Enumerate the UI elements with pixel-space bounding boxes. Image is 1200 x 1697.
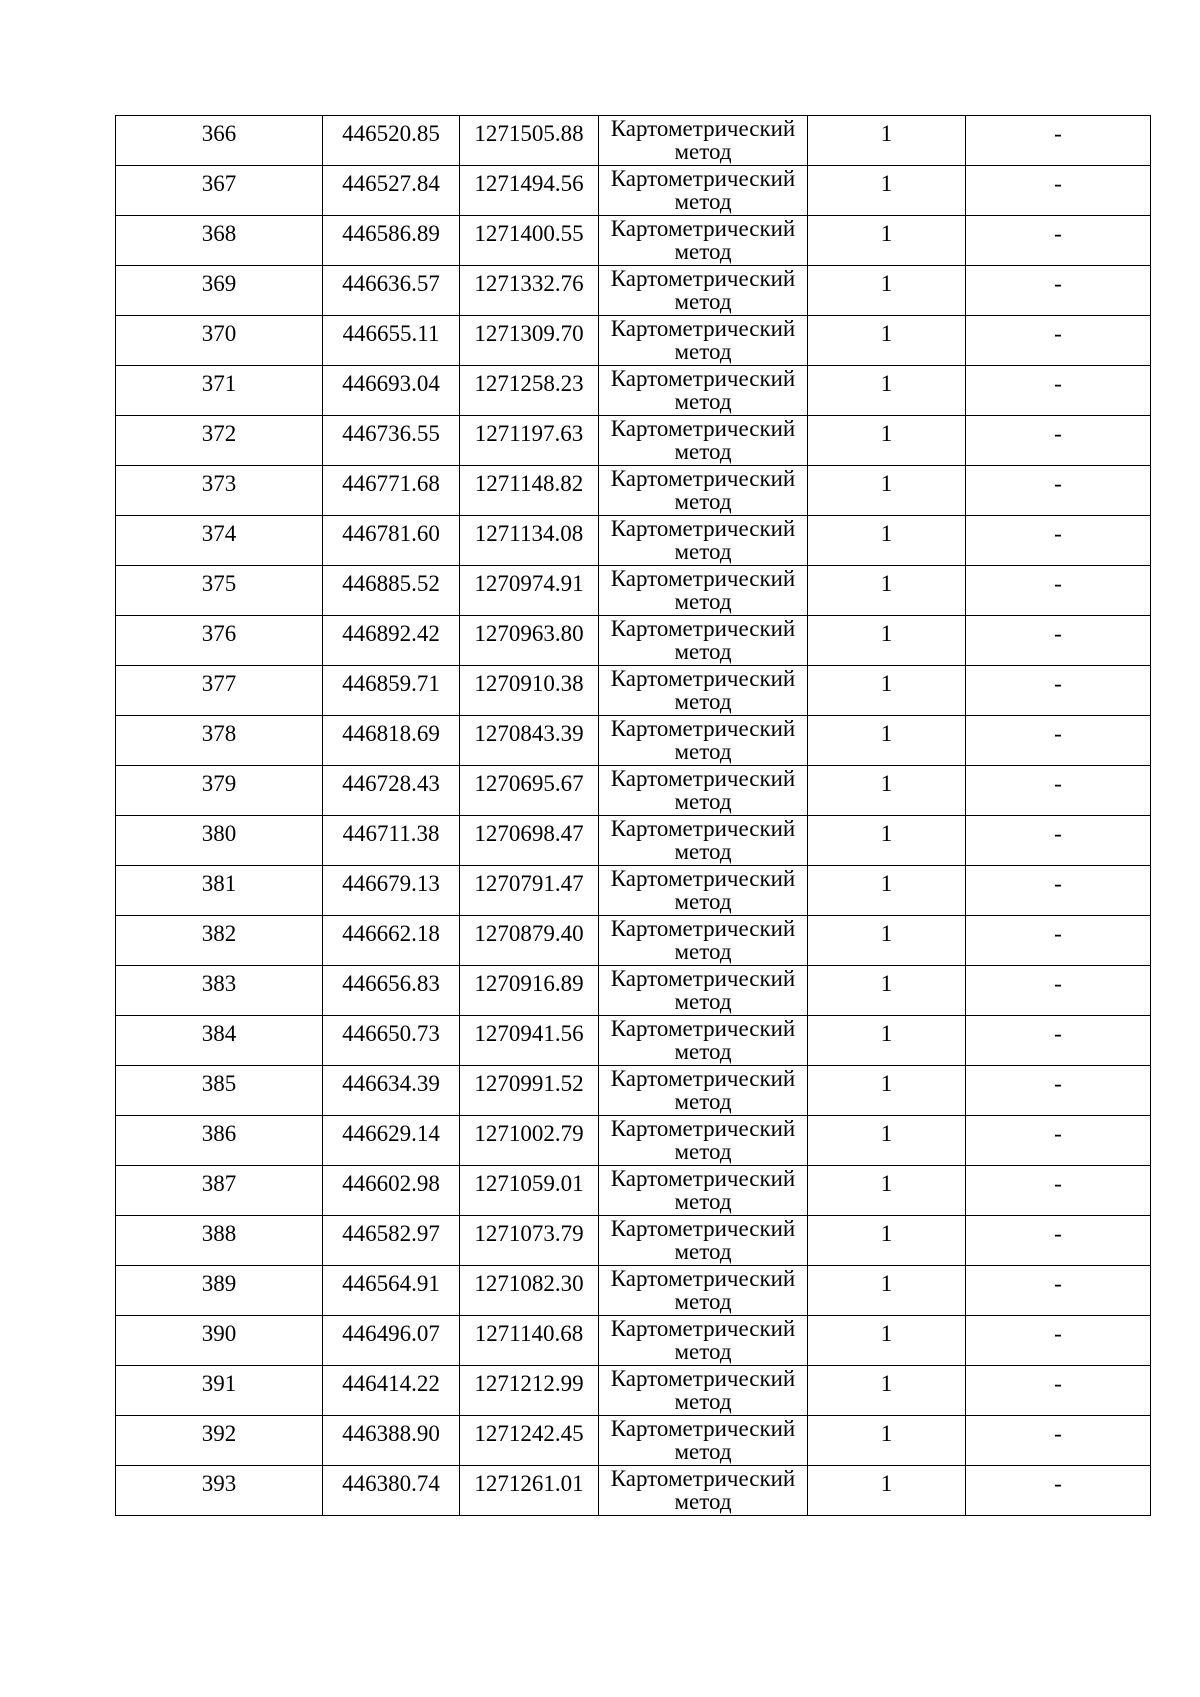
y-coordinate-cell: 1271073.79 [460, 1216, 599, 1266]
description-cell: - [966, 416, 1151, 466]
description-cell: - [966, 866, 1151, 916]
point-number-cell: 383 [116, 966, 323, 1016]
table-row [116, 766, 1151, 816]
y-coordinate-cell: 1271309.70 [460, 316, 599, 366]
table-row [116, 266, 1151, 316]
y-coordinate-cell: 1271332.76 [460, 266, 599, 316]
y-coordinate-cell: 1271134.08 [460, 516, 599, 566]
method-cell [599, 166, 808, 216]
point-number-cell: 373 [116, 466, 323, 516]
y-coordinate-cell: 1271140.68 [460, 1316, 599, 1366]
point-number-cell: 382 [116, 916, 323, 966]
accuracy-cell: 1 [808, 666, 966, 716]
method-text: Картометрический метод [610, 916, 796, 964]
y-coordinate-cell: 1270791.47 [460, 866, 599, 916]
x-coordinate-cell: 446662.18 [323, 916, 460, 966]
table-row [116, 1066, 1151, 1116]
method-text: Картометрический метод [610, 716, 796, 764]
method-cell [599, 1466, 808, 1516]
method-text: Картометрический метод [610, 366, 796, 414]
y-coordinate-cell: 1270963.80 [460, 616, 599, 666]
method-text: Картометрический метод [610, 166, 796, 214]
x-coordinate-cell: 446711.38 [323, 816, 460, 866]
x-coordinate-cell: 446655.11 [323, 316, 460, 366]
description-cell: - [966, 1466, 1151, 1516]
x-coordinate-cell: 446527.84 [323, 166, 460, 216]
point-number-cell: 381 [116, 866, 323, 916]
y-coordinate-cell: 1271505.88 [460, 116, 599, 166]
method-cell [599, 516, 808, 566]
method-cell [599, 316, 808, 366]
x-coordinate-cell: 446636.57 [323, 266, 460, 316]
point-number-cell: 372 [116, 416, 323, 466]
table-row [116, 516, 1151, 566]
accuracy-cell: 1 [808, 116, 966, 166]
description-cell: - [966, 516, 1151, 566]
point-number-cell: 391 [116, 1366, 323, 1416]
table-row [116, 1416, 1151, 1466]
description-cell: - [966, 816, 1151, 866]
description-cell: - [966, 1216, 1151, 1266]
table-row [116, 566, 1151, 616]
method-cell [599, 816, 808, 866]
method-cell [599, 966, 808, 1016]
y-coordinate-cell: 1270843.39 [460, 716, 599, 766]
x-coordinate-cell: 446859.71 [323, 666, 460, 716]
description-cell: - [966, 1316, 1151, 1366]
table-row [116, 916, 1151, 966]
x-coordinate-cell: 446602.98 [323, 1166, 460, 1216]
method-cell [599, 666, 808, 716]
method-cell [599, 1366, 808, 1416]
x-coordinate-cell: 446781.60 [323, 516, 460, 566]
table-row [116, 166, 1151, 216]
method-cell [599, 616, 808, 666]
y-coordinate-cell: 1270991.52 [460, 1066, 599, 1116]
table-row [116, 216, 1151, 266]
table-row [116, 666, 1151, 716]
method-text: Картометрический метод [610, 816, 796, 864]
method-cell [599, 1216, 808, 1266]
x-coordinate-cell: 446582.97 [323, 1216, 460, 1266]
point-number-cell: 368 [116, 216, 323, 266]
method-cell [599, 416, 808, 466]
point-number-cell: 388 [116, 1216, 323, 1266]
description-cell: - [966, 166, 1151, 216]
x-coordinate-cell: 446388.90 [323, 1416, 460, 1466]
method-text: Картометрический метод [610, 966, 796, 1014]
method-text: Картометрический метод [610, 566, 796, 614]
table-row [116, 1316, 1151, 1366]
description-cell: - [966, 1116, 1151, 1166]
description-cell: - [966, 766, 1151, 816]
y-coordinate-cell: 1271148.82 [460, 466, 599, 516]
method-text: Картометрический метод [610, 666, 796, 714]
accuracy-cell: 1 [808, 616, 966, 666]
point-number-cell: 370 [116, 316, 323, 366]
point-number-cell: 385 [116, 1066, 323, 1116]
table-row [116, 816, 1151, 866]
description-cell: - [966, 566, 1151, 616]
method-cell [599, 216, 808, 266]
method-cell [599, 916, 808, 966]
description-cell: - [966, 116, 1151, 166]
accuracy-cell: 1 [808, 916, 966, 966]
description-cell: - [966, 1266, 1151, 1316]
method-cell [599, 1116, 808, 1166]
method-text: Картометрический метод [610, 616, 796, 664]
accuracy-cell: 1 [808, 316, 966, 366]
accuracy-cell: 1 [808, 416, 966, 466]
description-cell: - [966, 1366, 1151, 1416]
x-coordinate-cell: 446564.91 [323, 1266, 460, 1316]
method-text: Картометрический метод [610, 516, 796, 564]
point-number-cell: 379 [116, 766, 323, 816]
method-text: Картометрический метод [610, 1116, 796, 1164]
accuracy-cell: 1 [808, 1216, 966, 1266]
point-number-cell: 389 [116, 1266, 323, 1316]
method-text: Картометрический метод [610, 1366, 796, 1414]
x-coordinate-cell: 446693.04 [323, 366, 460, 416]
method-cell [599, 1016, 808, 1066]
accuracy-cell: 1 [808, 816, 966, 866]
table-row [116, 316, 1151, 366]
x-coordinate-cell: 446586.89 [323, 216, 460, 266]
x-coordinate-cell: 446414.22 [323, 1366, 460, 1416]
description-cell: - [966, 466, 1151, 516]
point-number-cell: 386 [116, 1116, 323, 1166]
description-cell: - [966, 266, 1151, 316]
x-coordinate-cell: 446520.85 [323, 116, 460, 166]
y-coordinate-cell: 1271258.23 [460, 366, 599, 416]
x-coordinate-cell: 446634.39 [323, 1066, 460, 1116]
table-row [116, 866, 1151, 916]
accuracy-cell: 1 [808, 166, 966, 216]
table-row [116, 716, 1151, 766]
method-text: Картометрический метод [610, 866, 796, 914]
method-text: Картометрический метод [610, 316, 796, 364]
table-row [116, 1016, 1151, 1066]
table-row [116, 116, 1151, 166]
point-number-cell: 366 [116, 116, 323, 166]
accuracy-cell: 1 [808, 266, 966, 316]
accuracy-cell: 1 [808, 716, 966, 766]
table-row [116, 416, 1151, 466]
table-row [116, 966, 1151, 1016]
method-cell [599, 266, 808, 316]
method-text: Картометрический метод [610, 1166, 796, 1214]
y-coordinate-cell: 1270695.67 [460, 766, 599, 816]
x-coordinate-cell: 446728.43 [323, 766, 460, 816]
table-row [116, 466, 1151, 516]
method-cell [599, 566, 808, 616]
accuracy-cell: 1 [808, 516, 966, 566]
point-number-cell: 384 [116, 1016, 323, 1066]
accuracy-cell: 1 [808, 1266, 966, 1316]
x-coordinate-cell: 446818.69 [323, 716, 460, 766]
method-text: Картометрический метод [610, 216, 796, 264]
point-number-cell: 376 [116, 616, 323, 666]
description-cell: - [966, 1016, 1151, 1066]
y-coordinate-cell: 1271082.30 [460, 1266, 599, 1316]
table-row [116, 1216, 1151, 1266]
accuracy-cell: 1 [808, 866, 966, 916]
y-coordinate-cell: 1271400.55 [460, 216, 599, 266]
y-coordinate-cell: 1271261.01 [460, 1466, 599, 1516]
table-row [116, 1466, 1151, 1516]
accuracy-cell: 1 [808, 1166, 966, 1216]
method-cell [599, 716, 808, 766]
method-text: Картометрический метод [610, 1416, 796, 1464]
accuracy-cell: 1 [808, 216, 966, 266]
accuracy-cell: 1 [808, 1366, 966, 1416]
method-text: Картометрический метод [610, 1016, 796, 1064]
accuracy-cell: 1 [808, 1066, 966, 1116]
y-coordinate-cell: 1271494.56 [460, 166, 599, 216]
description-cell: - [966, 1416, 1151, 1466]
y-coordinate-cell: 1270910.38 [460, 666, 599, 716]
accuracy-cell: 1 [808, 966, 966, 1016]
accuracy-cell: 1 [808, 1416, 966, 1466]
method-text: Картометрический метод [610, 466, 796, 514]
point-number-cell: 387 [116, 1166, 323, 1216]
table-row [116, 366, 1151, 416]
coordinates-table [115, 115, 1151, 1516]
point-number-cell: 392 [116, 1416, 323, 1466]
method-text: Картометрический метод [610, 266, 796, 314]
method-cell [599, 466, 808, 516]
accuracy-cell: 1 [808, 1466, 966, 1516]
accuracy-cell: 1 [808, 1116, 966, 1166]
method-cell [599, 1066, 808, 1116]
y-coordinate-cell: 1270941.56 [460, 1016, 599, 1066]
accuracy-cell: 1 [808, 766, 966, 816]
point-number-cell: 380 [116, 816, 323, 866]
point-number-cell: 369 [116, 266, 323, 316]
method-text: Картометрический метод [610, 1216, 796, 1264]
y-coordinate-cell: 1270974.91 [460, 566, 599, 616]
accuracy-cell: 1 [808, 366, 966, 416]
point-number-cell: 374 [116, 516, 323, 566]
description-cell: - [966, 966, 1151, 1016]
y-coordinate-cell: 1270916.89 [460, 966, 599, 1016]
x-coordinate-cell: 446885.52 [323, 566, 460, 616]
method-cell [599, 366, 808, 416]
point-number-cell: 375 [116, 566, 323, 616]
method-text: Картометрический метод [610, 116, 796, 164]
coordinates-table-body [116, 116, 1151, 1516]
accuracy-cell: 1 [808, 466, 966, 516]
description-cell: - [966, 366, 1151, 416]
method-text: Картометрический метод [610, 416, 796, 464]
method-cell [599, 1416, 808, 1466]
method-text: Картометрический метод [610, 1066, 796, 1114]
x-coordinate-cell: 446380.74 [323, 1466, 460, 1516]
x-coordinate-cell: 446656.83 [323, 966, 460, 1016]
method-text: Картометрический метод [610, 1466, 796, 1514]
table-row [116, 1266, 1151, 1316]
description-cell: - [966, 616, 1151, 666]
point-number-cell: 378 [116, 716, 323, 766]
method-text: Картометрический метод [610, 1266, 796, 1314]
point-number-cell: 371 [116, 366, 323, 416]
point-number-cell: 367 [116, 166, 323, 216]
method-cell [599, 1266, 808, 1316]
description-cell: - [966, 916, 1151, 966]
description-cell: - [966, 716, 1151, 766]
table-row [116, 1116, 1151, 1166]
accuracy-cell: 1 [808, 566, 966, 616]
description-cell: - [966, 316, 1151, 366]
table-row [116, 1366, 1151, 1416]
y-coordinate-cell: 1271197.63 [460, 416, 599, 466]
point-number-cell: 393 [116, 1466, 323, 1516]
y-coordinate-cell: 1270879.40 [460, 916, 599, 966]
method-cell [599, 1316, 808, 1366]
description-cell: - [966, 216, 1151, 266]
description-cell: - [966, 666, 1151, 716]
point-number-cell: 390 [116, 1316, 323, 1366]
method-text: Картометрический метод [610, 1316, 796, 1364]
x-coordinate-cell: 446771.68 [323, 466, 460, 516]
table-row [116, 616, 1151, 666]
description-cell: - [966, 1066, 1151, 1116]
table-row [116, 1166, 1151, 1216]
method-cell [599, 116, 808, 166]
method-text: Картометрический метод [610, 766, 796, 814]
point-number-cell: 377 [116, 666, 323, 716]
x-coordinate-cell: 446679.13 [323, 866, 460, 916]
method-cell [599, 766, 808, 816]
y-coordinate-cell: 1271059.01 [460, 1166, 599, 1216]
y-coordinate-cell: 1271212.99 [460, 1366, 599, 1416]
y-coordinate-cell: 1270698.47 [460, 816, 599, 866]
accuracy-cell: 1 [808, 1016, 966, 1066]
method-cell [599, 866, 808, 916]
description-cell: - [966, 1166, 1151, 1216]
y-coordinate-cell: 1271002.79 [460, 1116, 599, 1166]
x-coordinate-cell: 446736.55 [323, 416, 460, 466]
y-coordinate-cell: 1271242.45 [460, 1416, 599, 1466]
x-coordinate-cell: 446629.14 [323, 1116, 460, 1166]
accuracy-cell: 1 [808, 1316, 966, 1366]
x-coordinate-cell: 446496.07 [323, 1316, 460, 1366]
x-coordinate-cell: 446892.42 [323, 616, 460, 666]
x-coordinate-cell: 446650.73 [323, 1016, 460, 1066]
method-cell [599, 1166, 808, 1216]
